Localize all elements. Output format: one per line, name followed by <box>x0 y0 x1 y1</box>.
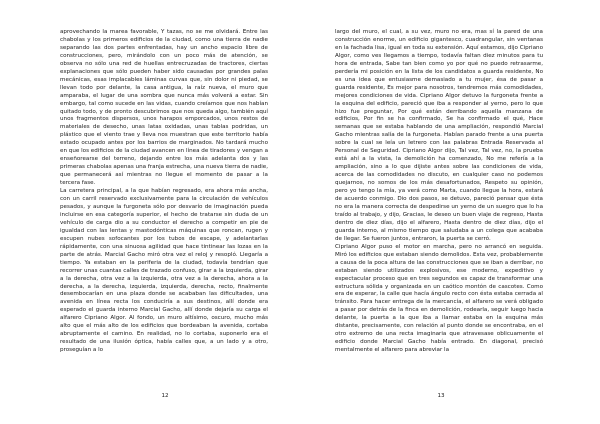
paragraph: La carretera principal, a la que habían regresado, era ahora más ancha, con un carril reservado exclusivamente para la circulación de vehículos pesados, y aunque la furgoneta sólo por desvarío de imaginación pueda incluirse en esa categoría superior, el hecho de tratarse sin duda de un vehículo de carga dio a su conductor el derecho a competir en pie de igualdad con las lentas y mastodónticas máquinas que roncan, rugen y escupen nubes sofocantes por los tubos de escape, y adelantarlas rápidamente, con una sinuosa agilidad que hace tintinear las lozas en la parte de atrás. Marcial Gacho miró otra vez el reloj y resopló. Llegaría a tiempo. Ya estaban en la periferia de la ciudad, todavía tendrían que recorrer unas cuantas calles de trazado confuso, girar a la izquierda, girar a la derecha, otra vez a la izquierda, otra vez a la derecha, ahora a la derecha, a la derecha, izquierda, izquierda, derecha, recto, finalmente desembocarían en una plaza donde se acababan las dificultades, una avenida en línea recta los conduciría a sus destinos, allí donde era esperado el guarda interno Marcial Gacho, allí donde dejaría su carga el alfarero Cipriano Algor. Al fondo, un muro altísimo, oscuro, mucho más alto que el más alto de los edificios que bordeaban la avenida, cortaba abruptamente el camino. En realidad, no lo cortaba, suponerlo era el resultado de una ilusión óptica, había calles que, a un lado y a otro, proseguían a lo <box>60 188 268 354</box>
page-number: 12 <box>161 393 169 399</box>
right-page <box>300 0 600 424</box>
paragraph: largo del muro, el cual, a su vez, muro no era, mas sí la pared de una construcción enorme, un edificio gigantesco, cuadrangular, sin ventanas en la fachada lisa, igual en toda su extensión. Aquí estamos, dijo Cipriano Algor, como ves llegamos a tiempo, todavía faltan diez minutos para tu hora de entrada, Sabe tan bien como yo por qué no puedo retrasarme, perdería mi posición en la lista de los candidatos a guarda residente, No es una idea que entusiasme demasiado a tu mujer, ésa de pasar a guarda residente, Es mejor para nosotros, tendremos más comodidades, mejores condiciones de vida. Cipriano Algor detuvo la furgoneta frente a la esquina del edificio, pareció que iba a responder al yerno, pero lo que hizo fue preguntar, Por qué están derribando aquella manzana de edificios, Por fin se ha confirmado, Se ha confirmado el qué, Hace semanas que se estaba hablando de una ampliación, respondió Marcial Gacho mientras salía de la furgoneta. Habían parado frente a una puerta sobre la cual se leía un letrero con las palabras Entrada Reservada al Personal de Seguridad. Cipriano Algor dijo, Tal vez, Tal vez, no, la prueba está ahí a la vista, la demolición ha comenzado, No me refería a la ampliación, sino a lo que dijiste antes sobre las condiciones de vida, acerca de las comodidades no discuto, en cualquier caso no podemos quejarnos, no somos de los más desafortunados, Respeto su opinión, pero yo tengo la mía, ya verá como Marta, cuando llegue la hora, estará de acuerdo conmigo. Dio dos pasos, se detuvo, pareció pensar que ésta no era la manera correcta de despedirse un yerno de un suegro que lo ha traído al trabajo, y dijo, Gracias, le deseo un buen viaje de regreso, Hasta dentro de diez días, dijo el alfarero, Hasta dentro de diez días, dijo el guarda interno, al mismo tiempo que saludaba a un colega que acababa de llegar. Se fueron juntos, entraron, la puerta se cerró. <box>335 29 543 242</box>
left-page-body <box>60 29 268 355</box>
paragraph: Cipriano Algor puso el motor en marcha, pero no arrancó en seguida. Miró los edificios que estaban siendo demolidos. Esta vez, probablemente a causa de la poca altura de las construcciones que se iban a derribar, no estaban siendo utilizados explosivos, ese moderno, expeditivo y espectacular proceso que en tres segundos es capaz de transformar una estructura sólida y organizada en un caótico montón de cascotes. Como era de esperar, la calle que hacía ángulo recto con ésta estaba cerrada al tránsito. Para hacer entrega de la mercancía, el alfarero se verá obligado a pasar por detrás de la finca en demolición, rodearla, seguir luego hacia delante, la puerta a la que iba a llamar estaba en la esquina más distante, precisamente, con relación al punto donde se encontraba, en el otro extremo de una recta imaginaria que atravesase oblicuamente el edificio donde Marcial Gacho había entrado. En diagonal, precisó mentalmente el alfarero para abreviar la <box>335 243 543 354</box>
paragraph: aprovechando la marea favorable, Y tazas, no se me olvidará. Entre las chabolas y los primeros edificios de la ciudad, como una tierra de nadie separando las dos partes enfrentadas, hay un ancho espacio libre de construcciones, pero, mirándolo con un poco más de atención, se observa no sólo una red de huellas entrecruzadas de tractores, ciertas explanaciones que sólo pueden haber sido causadas por grandes palas mecánicas, esas implacables láminas curvas que, sin dolor ni piedad, se llevan todo por delante, la casa antigua, la raíz nueva, el muro que amparaba, el lugar de una sombra que nunca más volverá a estar. Sin embargo, tal como sucede en las vidas, cuando creíamos que nos habían quitado todo, y de pronto descubrimos que nos queda algo, también aquí unos fragmentos dispersos, unos harapos emporcados, unos restos de materiales de desecho, unas latas oxidadas, unas tablas podridas, un plástico que el viento trae y lleva nos muestran que este territorio había estado ocupado antes por los barrios de marginados. No tardará mucho en que los edificios de la ciudad avancen en línea de tiradores y vengan a enseñorearse del terreno, dejando entre los más adelanta dos y las primeras chabolas apenas una franja estrecha, una nueva tierra de nadie, que permanecerá así mientras no llegue el momento de pasar a la tercera fase. <box>60 29 268 187</box>
right-page-body <box>335 29 543 355</box>
page-number: 13 <box>437 393 445 399</box>
